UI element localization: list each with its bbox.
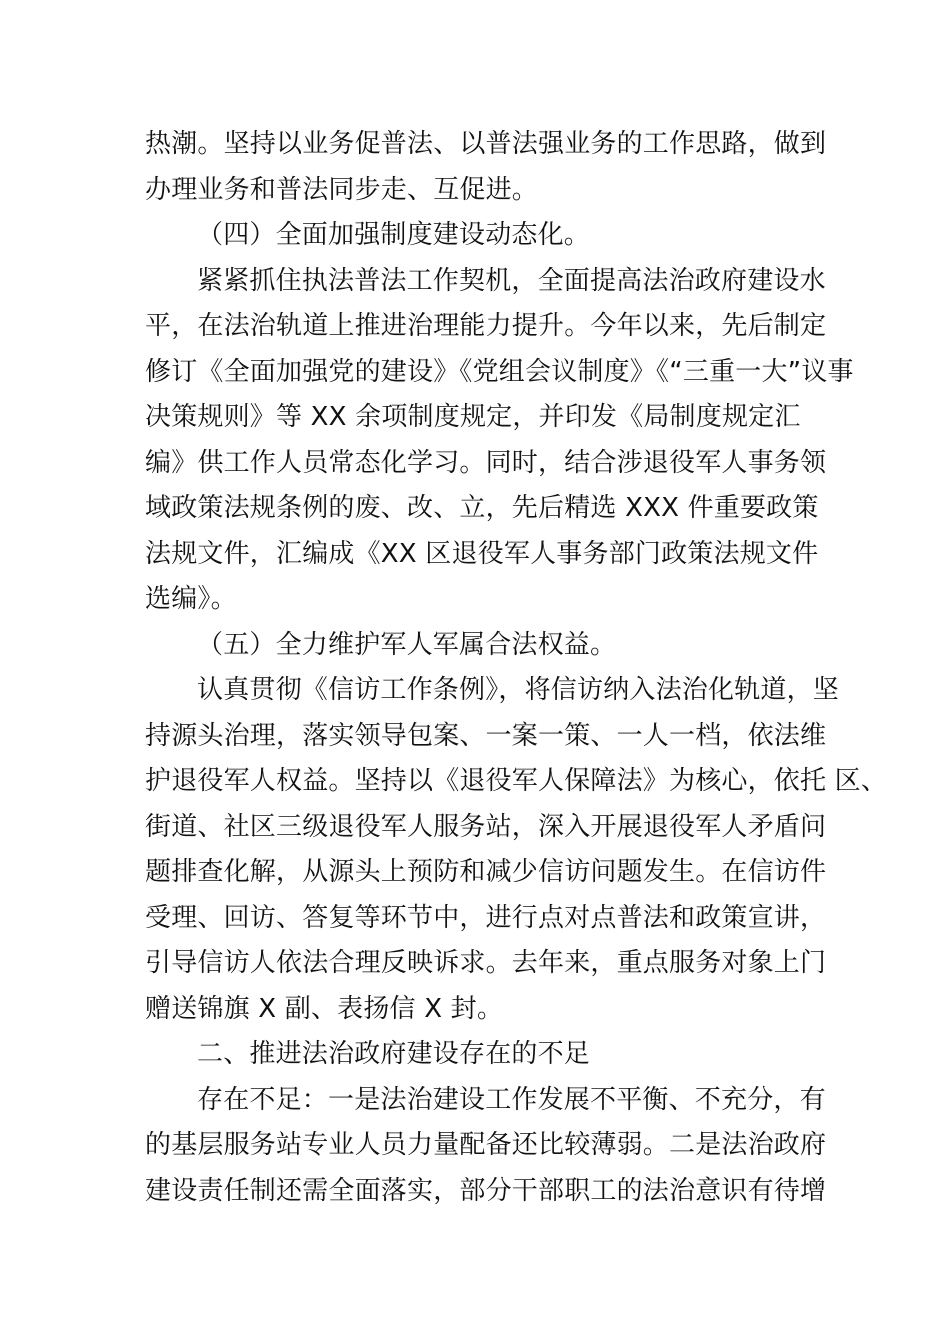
text-line: 赠送锦旗 X 副、表扬信 X 封。 xyxy=(145,993,504,1024)
text-line: 平，在法治轨道上推进治理能力提升。今年以来，先后制定 xyxy=(145,311,827,341)
text-line: 持源头治理，落实领导包案、一案一策、一人一档，依法维 xyxy=(145,720,827,751)
section-heading-5: （五）全力维护军人军属合法权益。 xyxy=(197,629,617,660)
text-line: 热潮。坚持以业务促普法、以普法强业务的工作思路，做到 xyxy=(145,129,827,159)
text-line: 编》供工作人员常态化学习。同时，结合涉退役军人事务领 xyxy=(145,447,827,478)
text-line: 题排查化解，从源头上预防和减少信访问题发生。在信访件 xyxy=(145,857,827,887)
text-line: 法规文件，汇编成《XX 区退役军人事务部门政策法规文件 xyxy=(145,538,819,569)
text-line: 办理业务和普法同步走、互促进。 xyxy=(145,174,539,205)
section-heading-4: （四）全面加强制度建设动态化。 xyxy=(197,220,591,250)
section-heading-2: 二、推进法治政府建设存在的不足 xyxy=(197,1039,591,1069)
text-line: 域政策法规条例的废、改、立，先后精选 XXX 件重要政策 xyxy=(145,493,819,523)
text-line: 选编》。 xyxy=(145,584,237,614)
text-line: 的基层服务站专业人员力量配备还比较薄弱。二是法治政府 xyxy=(145,1130,827,1160)
text-line: 决策规则》等 XX 余项制度规定，并印发《局制度规定汇 xyxy=(145,402,801,432)
text-line: 引导信访人依法合理反映诉求。去年来，重点服务对象上门 xyxy=(145,948,827,978)
text-line: 存在不足：一是法治建设工作发展不平衡、不充分，有 xyxy=(197,1084,826,1115)
text-line: 受理、回访、答复等环节中，进行点对点普法和政策宣讲， xyxy=(145,902,827,933)
text-line: 建设责任制还需全面落实，部分干部职工的法治意识有待增 xyxy=(145,1175,827,1206)
text-line: 护退役军人权益。坚持以《退役军人保障法》为核心，依托 区、 xyxy=(145,766,888,796)
document-body xyxy=(145,122,888,1214)
text-line: 街道、社区三级退役军人服务站，深入开展退役军人矛盾问 xyxy=(145,811,827,842)
text-line: 修订《全面加强党的建设》《党组会议制度》《“三重一大”议事 xyxy=(145,356,854,387)
text-line: 紧紧抓住执法普法工作契机，全面提高法治政府建设水 xyxy=(197,265,826,296)
text-line: 认真贯彻《信访工作条例》，将信访纳入法治化轨道，坚 xyxy=(197,675,840,705)
